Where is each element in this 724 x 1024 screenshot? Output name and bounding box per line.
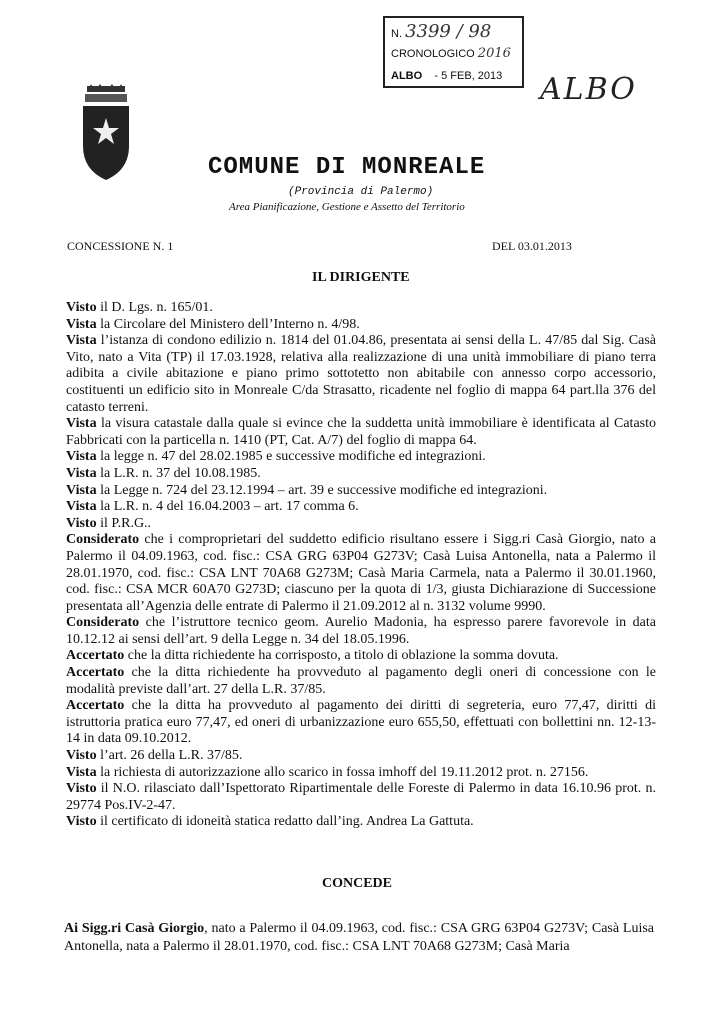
paragraph: Accertato che la ditta richiedente ha provveduto al pagamento degli oneri di concessione con le modalità previste dall’art. 27 della L.R. 37/85. <box>66 665 656 697</box>
paragraph: Accertato che la ditta ha provveduto al pagamento dei diritti di segreteria, euro 77,47, diritti di istruttoria pratica euro 77,47, ed oneri di urbanizzazione euro 655,50, effettuati con bollettini nn. 12-13-14 in data 09.10.2012. <box>66 698 656 747</box>
paragraph: Vista la richiesta di autorizzazione allo scarico in fossa imhoff del 19.11.2012 prot. n. 27156. <box>66 764 589 780</box>
final-text: , nato a Palermo il 04.09.1963, cod. fisc.: CSA GRG 63P04 G273V; Casà Luisa Antonella, nata a Palermo il 28.01.1970, cod. fisc.: CSA LNT 70A68 G273M; Casà Maria <box>64 921 654 954</box>
page-title: COMUNE DI MONREALE <box>208 154 486 181</box>
paragraph: Vista la Circolare del Ministero dell’Interno n. 4/98. <box>66 316 360 332</box>
concession-number: CONCESSIONE N. 1 <box>67 239 174 253</box>
stamp-number-row <box>391 21 516 43</box>
paragraph: Accertato che la ditta richiedente ha corrisposto, a titolo di oblazione la somma dovuta. <box>66 648 559 664</box>
stamp-albo-row <box>391 65 516 87</box>
section-heading-concede: CONCEDE <box>322 876 393 891</box>
stamp-cronologico-row <box>391 43 516 65</box>
paragraph: Visto il certificato di idoneità statica redatto dall’ing. Andrea La Gattuta. <box>66 814 474 830</box>
paragraph: Vista l’istanza di condono edilizio n. 1814 del 01.04.86, presentata ai sensi della L. 47/85 dal Sig. Casà Vito, nato a Vita (TP) il 17.03.1928, relativa alla realizzazione di una unità immobiliare di piano terra adibita a civile abitazione e piano primo sottotetto non abitabile con annesso corpo accessorio, costituenti un edificio sito in Monreale C/da Strasatto, ricadente nel foglio di mappa 64 part.lla 376 del catasto terreni. <box>66 333 656 415</box>
document-body <box>66 300 656 831</box>
province-subtitle: (Provincia di Palermo) <box>288 186 434 198</box>
paragraph: Vista la L.R. n. 37 del 10.08.1985. <box>66 465 261 481</box>
stamp-number-value: 3399 / 98 <box>405 21 492 42</box>
stamp-cronologico-value: 2016 <box>477 46 511 61</box>
stamp-albo-label: ALBO <box>391 70 423 82</box>
final-lead: Ai Sigg.ri Casà Giorgio <box>64 921 205 936</box>
protocol-stamp <box>383 16 524 88</box>
paragraph: Visto il P.R.G.. <box>66 515 152 531</box>
final-paragraph <box>64 920 654 956</box>
municipal-crest-icon <box>77 84 135 182</box>
paragraph: Visto il D. Lgs. n. 165/01. <box>66 300 213 315</box>
concession-date: DEL 03.01.2013 <box>492 239 572 253</box>
section-heading-dirigente: IL DIRIGENTE <box>312 270 410 285</box>
stamp-albo-date: - 5 FEB, 2013 <box>434 70 503 82</box>
area-subtitle: Area Pianificazione, Gestione e Assetto del Territorio <box>229 201 465 213</box>
stamp-number-label: N. <box>391 28 402 40</box>
paragraph: Visto l’art. 26 della L.R. 37/85. <box>66 748 243 764</box>
paragraph: Vista la legge n. 47 del 28.02.1985 e successive modifiche ed integrazioni. <box>66 449 486 465</box>
paragraph: Considerato che l’istruttore tecnico geom. Aurelio Madonia, ha espresso parere favorevole in data 10.12.12 ai sensi dell’art. 9 della Legge n. 34 del 18.05.1996. <box>66 615 656 647</box>
paragraph: Considerato che i comproprietari del suddetto edificio risultano essere i Sigg.ri Casà Giorgio, nato a Palermo il 04.09.1963, cod. fisc.: CSA GRG 63P04 G273V; Casà Luisa Antonella, nata a Palermo il 28.01.1970, cod. fisc.: CSA LNT 70A68 G273M; Casà Maria Carmela, nata a Palermo il 30.01.1960, cod. fisc.: CSA MCR 60A70 G273D; ciascuno per la quota di 1/3, giusta Dichiarazione di Successione presentata all’Agenzia delle entrate di Palermo il 21.09.2012 al n. 3132 volume 9990. <box>66 532 656 614</box>
handwritten-albo: ALBO <box>540 72 637 107</box>
stamp-cronologico-label: CRONOLOGICO <box>391 48 475 60</box>
paragraph: Visto il N.O. rilasciato dall’Ispettorato Ripartimentale delle Foreste di Palermo in data 16.10.96 prot. n. 29774 Pos.IV-2-47. <box>66 781 656 813</box>
paragraph: Vista la L.R. n. 4 del 16.04.2003 – art. 17 comma 6. <box>66 499 359 515</box>
paragraph: Vista la Legge n. 724 del 23.12.1994 – art. 39 e successive modifiche ed integrazioni. <box>66 482 548 498</box>
paragraph: Vista la visura catastale dalla quale si evince che la suddetta unità immobiliare è identificata al Catasto Fabbricati con la particella n. 1410 (PT, Cat. A/7) del foglio di mappa 64. <box>66 416 656 448</box>
